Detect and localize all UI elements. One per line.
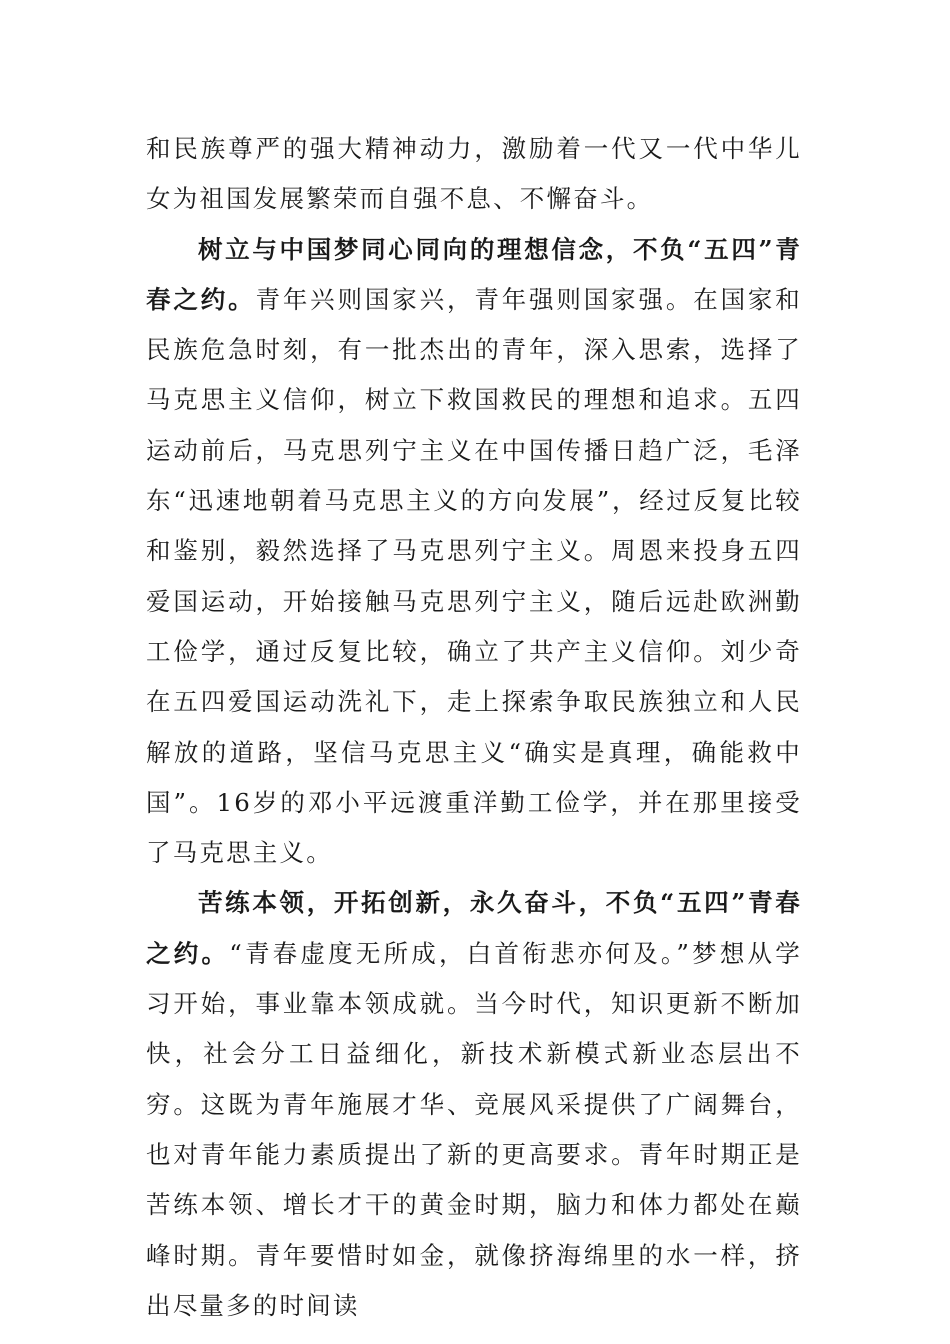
paragraph-skills — [146, 878, 802, 1331]
document-body — [146, 124, 802, 1331]
paragraph-continuation — [146, 124, 802, 225]
paragraph-text: “青春虚度无所成，白首衔悲亦何及。”梦想从学习开始，事业靠本领成就。当今时代，知识更新不断加快，社会分工日益细化，新技术新模式新业态层出不穷。这既为青年施展才华、竞展风采提供了广阔舞台，也对青年能力素质提出了新的更高要求。青年时期正是苦练本领、增长才干的黄金时期，脑力和体力都处在巅峰时期。青年要惜时如金，就像挤海绵里的水一样，挤出尽量多的时间读 — [146, 938, 802, 1320]
paragraph-text: 青年兴则国家兴，青年强则国家强。在国家和民族危急时刻，有一批杰出的青年，深入思索，选择了马克思主义信仰，树立下救国救民的理想和追求。五四运动前后，马克思列宁主义在中国传播日趋广泛，毛泽东“迅速地朝着马克思主义的方向发展”，经过反复比较和鉴别，毅然选择了马克思列宁主义。周恩来投身五四爱国运动，开始接触马克思列宁主义，随后远赴欧洲勤工俭学，通过反复比较，确立了共产主义信仰。刘少奇在五四爱国运动洗礼下，走上探索争取民族独立和人民解放的道路，坚信马克思主义“确实是真理，确能救中国”。16岁的邓小平远渡重洋勤工俭学，并在那里接受了马克思主义。 — [146, 284, 802, 868]
paragraph-ideals — [146, 225, 802, 879]
paragraph-lead-heading: 苦练本领，开拓创新，永久奋斗，不负“五四”青春之约。 — [146, 888, 802, 968]
paragraph-text: 和民族尊严的强大精神动力，激励着一代又一代中华儿女为祖国发展繁荣而自强不息、不懈奋斗。 — [146, 134, 802, 214]
paragraph-lead-heading: 树立与中国梦同心同向的理想信念，不负“五四”青春之约。 — [146, 234, 802, 314]
